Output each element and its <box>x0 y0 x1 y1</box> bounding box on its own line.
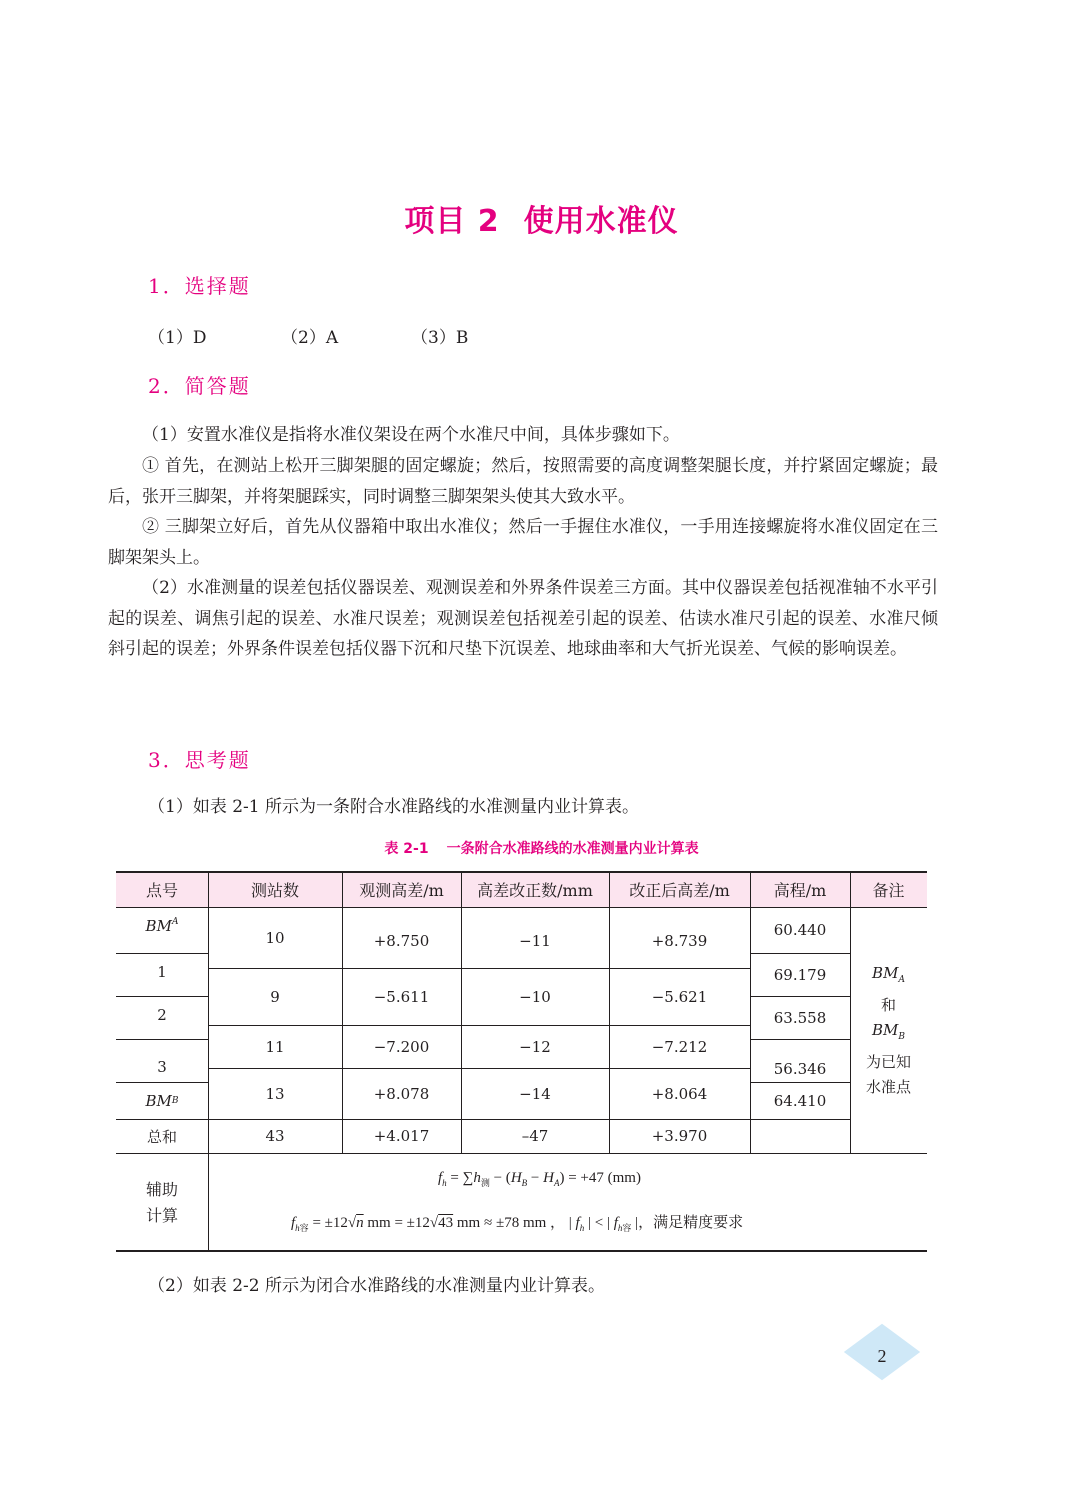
remark-and: 和 <box>880 995 896 1014</box>
remark-line3: 为已知 <box>865 1052 911 1071</box>
seg3-correction: −12 <box>519 1037 551 1056</box>
page-title: 项目 2 使用水准仪 <box>404 204 679 239</box>
header-corrected: 改正后高差/m <box>629 880 730 900</box>
leveling-table <box>116 871 927 1252</box>
total-label: 总和 <box>146 1127 177 1146</box>
total-corrected: +3.970 <box>651 1127 708 1145</box>
remark-bm-b: $BM_B$ <box>871 1020 905 1042</box>
answer-2: （2）A <box>281 328 339 348</box>
seg1-observed: +8.750 <box>373 931 430 950</box>
page-number: 2 <box>877 1345 887 1366</box>
formula-closure-error: $f_h = \sum h_测 - (H_B - H_A) = +47$ (mm) <box>438 1170 641 1188</box>
elevation-bm-a: 60.440 <box>773 921 827 939</box>
section-heading-thinking: 3．思考题 <box>148 748 251 772</box>
seg3-stations: 11 <box>265 1037 285 1056</box>
header-observed: 观测高差/m <box>359 880 444 900</box>
seg4-corrected: +8.064 <box>651 1084 708 1103</box>
header-elevation: 高程/m <box>773 880 827 900</box>
seg4-correction: −14 <box>519 1084 551 1103</box>
paragraph-q1-intro: （1）安置水准仪是指将水准仪架设在两个水准尺中间，具体步骤如下。 <box>142 425 680 445</box>
section-heading-short-answer: 2．简答题 <box>148 374 251 398</box>
seg4-observed: +8.078 <box>373 1084 430 1103</box>
thinking-q2: （2）如表 2-2 所示为闭合水准路线的水准测量内业计算表。 <box>148 1276 605 1296</box>
seg1-correction: −11 <box>519 931 551 950</box>
seg1-corrected: +8.739 <box>651 931 708 950</box>
seg2-corrected: −5.621 <box>651 987 708 1006</box>
answer-3: （3）B <box>411 328 469 348</box>
seg1-stations: 10 <box>265 928 285 947</box>
aux-label: 辅助 计算 <box>145 1179 178 1225</box>
paragraph-q1-step1: ① 首先，在测站上松开三脚架腿的固定螺旋；然后，按照需要的高度调整架腿长度，并拧紧固定螺旋；最后，张开三脚架，并将架腿踩实，同时调整三脚架架头使其大致水平。 <box>108 456 938 507</box>
seg2-observed: −5.611 <box>373 987 430 1006</box>
point-2: 2 <box>157 1006 167 1024</box>
rule-total-bottom <box>116 1153 927 1154</box>
total-stations: 43 <box>265 1127 285 1145</box>
remark-bm-a: $BM_A$ <box>872 963 905 985</box>
elevation-2: 63.558 <box>773 1008 827 1027</box>
paragraph-q2: （2）水准测量的误差包括仪器误差、观测误差和外界条件误差三方面。其中仪器误差包括视准轴不水平引起的误差、调焦引起的误差、水准尺误差；观测误差包括视差引起的误差、估读水准尺引起的误差、水准尺倾斜引起的误差；外界条件误差包括仪器下沉和尺垫下沉误差、地球曲率和大气折光误差、气候的影响误差。 <box>108 578 938 659</box>
total-correction: –47 <box>521 1127 549 1145</box>
point-3: 3 <box>157 1058 167 1076</box>
seg2-stations: 9 <box>270 987 280 1006</box>
elevation-bm-b: 64.410 <box>773 1091 827 1110</box>
point-bm-a: BM $^A$ <box>145 917 179 935</box>
point-1: 1 <box>157 963 167 981</box>
answer-1: （1）D <box>148 328 207 348</box>
table-bottom-rule <box>116 1250 927 1252</box>
elevation-3: 56.346 <box>773 1060 827 1078</box>
header-stations: 测站数 <box>250 880 299 900</box>
total-observed: +4.017 <box>373 1127 430 1145</box>
header-point: 点号 <box>145 880 178 900</box>
seg2-correction: −10 <box>519 987 551 1006</box>
thinking-q1: （1）如表 2-1 所示为一条附合水准路线的水准测量内业计算表。 <box>148 797 639 817</box>
seg3-observed: −7.200 <box>373 1037 430 1056</box>
table-caption: 表 2-1 一条附合水准路线的水准测量内业计算表 <box>384 841 699 857</box>
seg4-stations: 13 <box>265 1084 285 1103</box>
point-bm-b: BM B <box>145 1091 179 1110</box>
header-correction: 高差改正数/mm <box>477 880 593 900</box>
page-number-badge <box>848 1336 916 1376</box>
seg3-corrected: −7.212 <box>651 1037 708 1056</box>
paragraph-q1-step2: ② 三脚架立好后，首先从仪器箱中取出水准仪；然后一手握住水准仪，一手用连接螺旋将水准仪固定在三脚架架头上。 <box>108 517 938 568</box>
header-remark: 备注 <box>872 880 905 900</box>
formula-allowable-error: $f_{h容} = \pm 12√n$ mm = ±12√43 mm ≈ ±78 mm ， | $f_h$ | < | $f_{h容}$ |，满足精度要求 <box>291 1215 744 1233</box>
remark-line4: 水准点 <box>865 1077 911 1096</box>
elevation-1: 69.179 <box>773 965 827 984</box>
remark-known-points <box>850 907 927 1153</box>
section-heading-choice: 1．选择题 <box>148 274 251 298</box>
